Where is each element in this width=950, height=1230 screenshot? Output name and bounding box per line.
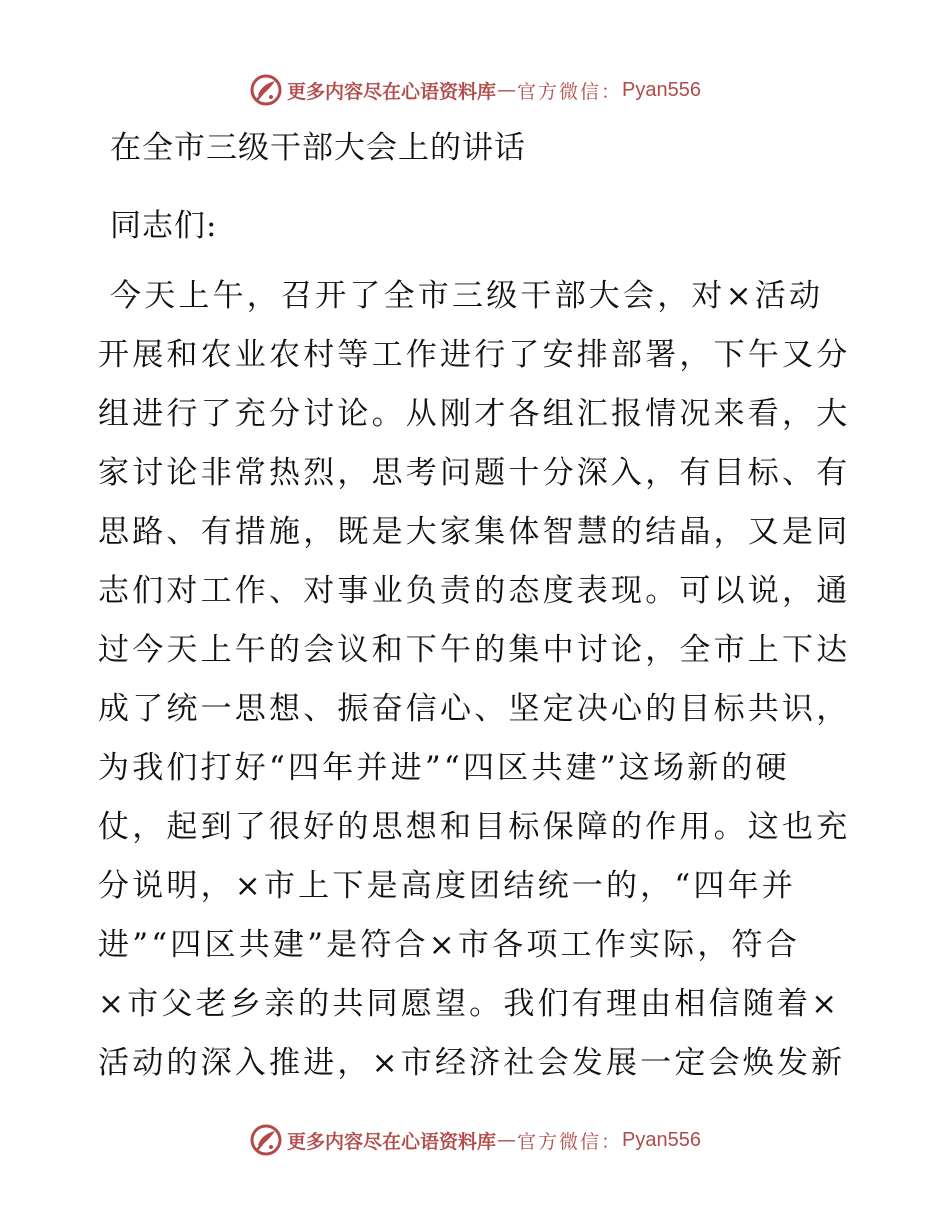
writing-pen-logo-icon (249, 73, 283, 107)
banner-brand-text: 更多内容尽在心语资料库 (287, 80, 497, 103)
body-line: 活动的深入推进，×市经济社会发展一定会焕发新 (98, 1045, 846, 1081)
body-line: 成了统一思想、振奋信心、坚定决心的目标共识， (98, 691, 851, 727)
body-line: 开展和农业农村等工作进行了安排部署，下午又分 (98, 337, 851, 373)
body-line: ×市父老乡亲的共同愿望。我们有理由相信随着× (98, 986, 841, 1022)
body-line: 今天上午，召开了全市三级干部大会，对×活动 (110, 278, 824, 314)
writing-pen-logo-icon (249, 1123, 283, 1157)
banner-wechat-id: Pyan556 (622, 1128, 701, 1151)
document-body (98, 272, 858, 1098)
body-line: 为我们打好“四年并进”“四区共建”这场新的硬 (98, 750, 790, 786)
body-line: 仗，起到了很好的思想和目标保障的作用。这也充 (98, 809, 851, 845)
banner-brand-text: 更多内容尽在心语资料库 (287, 1130, 497, 1153)
banner-dash: — (497, 79, 517, 101)
body-line: 思路、有措施，既是大家集体智慧的结晶，又是同 (98, 514, 851, 550)
banner-wechat-id: Pyan556 (622, 78, 701, 101)
banner-official-label: 官方微信： (517, 1130, 623, 1153)
body-line: 分说明，×市上下是高度团结统一的，“四年并 (98, 868, 797, 904)
body-line: 过今天上午的会议和下午的集中讨论，全市上下达 (98, 632, 851, 668)
body-line: 组进行了充分讨论。从刚才各组汇报情况来看，大 (98, 396, 851, 432)
header-banner (0, 70, 950, 110)
document-title: 在全市三级干部大会上的讲话 (110, 130, 526, 166)
body-line: 进”“四区共建”是符合×市各项工作实际，符合 (98, 927, 800, 963)
body-line: 志们对工作、对事业负责的态度表现。可以说，通 (98, 573, 851, 609)
footer-banner (0, 1120, 950, 1160)
banner-dash: — (497, 1129, 517, 1151)
banner-official-label: 官方微信： (517, 80, 623, 103)
document-salutation: 同志们: (110, 208, 218, 244)
body-line: 家讨论非常热烈，思考问题十分深入，有目标、有 (98, 455, 851, 491)
